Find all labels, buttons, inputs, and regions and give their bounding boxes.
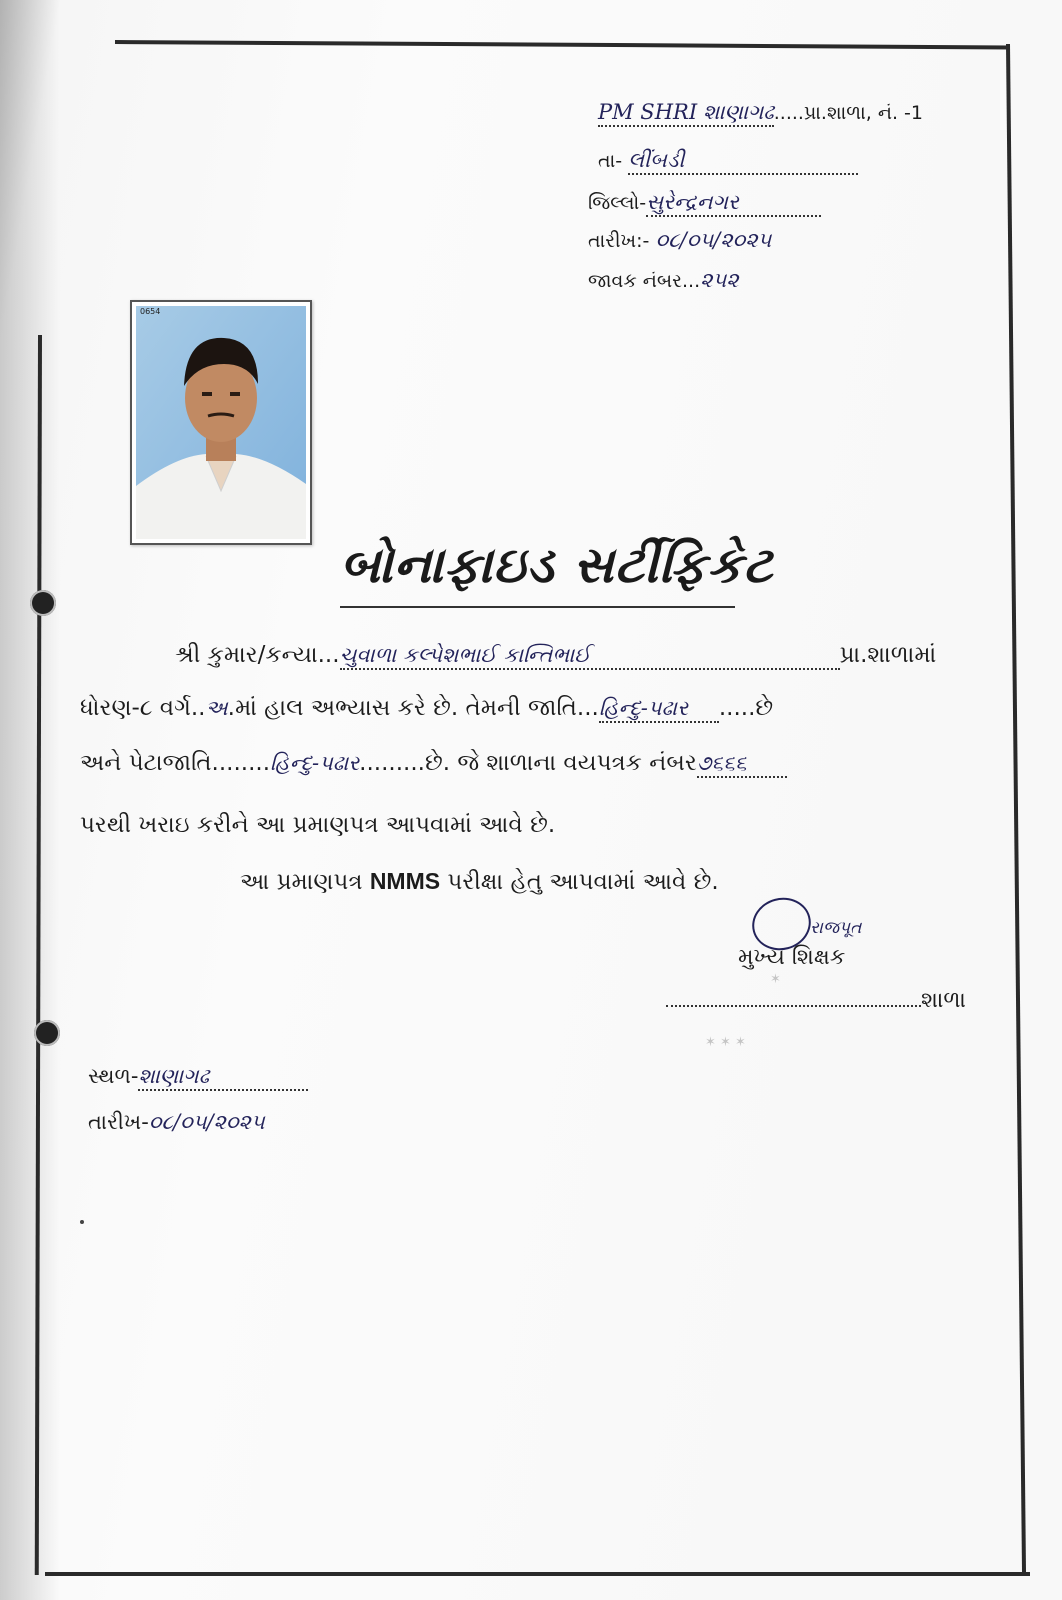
school-suffix: પ્રા.શાળા, નં. -1 bbox=[803, 102, 923, 124]
student-name: ચુવાળા કલ્પેશભાઈ કાન્તિભાઈ bbox=[339, 643, 591, 667]
taluka-label: તા- bbox=[598, 150, 623, 172]
line5-suffix: પરીક્ષા હેતુ આપવામાં આવે છે. bbox=[440, 869, 719, 895]
signature: રાજપૂત bbox=[810, 918, 862, 938]
place-value: શાણાગઢ bbox=[138, 1064, 210, 1088]
school-sign-suffix: શાળા bbox=[921, 988, 966, 1013]
district-label: જિલ્લો- bbox=[588, 192, 647, 214]
taluka-line bbox=[598, 148, 858, 175]
body-line-5 bbox=[240, 868, 719, 895]
caste: હિન્દુ-પઢાર bbox=[598, 696, 688, 720]
border-bottom bbox=[45, 1572, 1030, 1576]
header-date-label: તારીખ:- bbox=[588, 230, 650, 252]
district-line bbox=[588, 190, 821, 217]
student-photo-image bbox=[136, 306, 306, 539]
line3-middle: .........છે. જે શાળાના વયપત્રક નંબર bbox=[359, 750, 697, 776]
footer-date-value: ૦૮/૦૫/૨૦૨૫ bbox=[148, 1110, 265, 1134]
designation: મુખ્ય શિક્ષક bbox=[738, 945, 846, 970]
punch-hole-bottom bbox=[34, 1020, 60, 1046]
line5-prefix: આ પ્રમાણપત્ર bbox=[240, 869, 370, 895]
school-name-line: PM SHRI શાણાગઢ.....પ્રા.શાળા, નં. -1 bbox=[598, 100, 923, 127]
place-line bbox=[88, 1064, 308, 1091]
school-name-handwritten: શાણાગઢ bbox=[703, 100, 774, 124]
place-label: સ્થળ- bbox=[88, 1064, 139, 1088]
sub-caste: હિન્દુ-પઢાર bbox=[270, 751, 360, 775]
line2-suffix: .....છે bbox=[718, 695, 774, 721]
header-date-value: ૦૮/૦૫/૨૦૨૫ bbox=[655, 228, 772, 252]
line2-middle: .માં હાલ અભ્યાસ કરે છે. તેમની જાતિ... bbox=[227, 695, 599, 721]
body-line-2 bbox=[80, 695, 773, 723]
register-number: ૭૬૬૬ bbox=[696, 751, 747, 775]
outward-number-line bbox=[588, 268, 739, 293]
body-line-1 bbox=[175, 642, 936, 670]
footer-date-label: તારીખ- bbox=[88, 1110, 149, 1134]
line1-suffix: પ્રા.શાળામાં bbox=[839, 642, 937, 668]
header-date-line bbox=[588, 228, 771, 253]
division: અ bbox=[205, 696, 228, 720]
certificate-title: બોનાફાઇડ સર્ટીફિકેટ bbox=[340, 535, 774, 594]
body-line-4: પરથી ખરાઇ કરીને આ પ્રમાણપત્ર આપવામાં આવે છે. bbox=[80, 812, 556, 838]
district-value: સુરેન્દ્રનગર bbox=[646, 190, 739, 214]
outward-value: ૨૫૨ bbox=[700, 268, 739, 292]
title-underline bbox=[340, 606, 735, 608]
line3-prefix: અને પેટાજાતિ........ bbox=[80, 750, 271, 776]
body-line-3 bbox=[80, 750, 787, 778]
photo-tag: 0654 bbox=[140, 307, 161, 316]
stray-mark bbox=[80, 1220, 84, 1224]
footer-date-line bbox=[88, 1110, 265, 1135]
page-fold-shadow bbox=[0, 0, 60, 1600]
school-prefix: PM SHRI bbox=[598, 100, 698, 124]
student-photo bbox=[130, 300, 312, 545]
punch-hole-top bbox=[30, 590, 56, 616]
line1-prefix: શ્રી કુમાર/કન્યા... bbox=[175, 642, 340, 668]
faded-stamp-text: ✶ ✶ ✶ bbox=[705, 1035, 746, 1050]
taluka-value: લીંબડી bbox=[628, 148, 685, 172]
exam-name: NMMS bbox=[369, 868, 441, 894]
line2-prefix: ધોરણ-૮ વર્ગ.. bbox=[80, 695, 206, 721]
faded-stamp-mark: ✶ bbox=[770, 972, 781, 987]
school-sign-line bbox=[666, 988, 966, 1013]
outward-label: જાવક નંબર... bbox=[588, 270, 701, 292]
